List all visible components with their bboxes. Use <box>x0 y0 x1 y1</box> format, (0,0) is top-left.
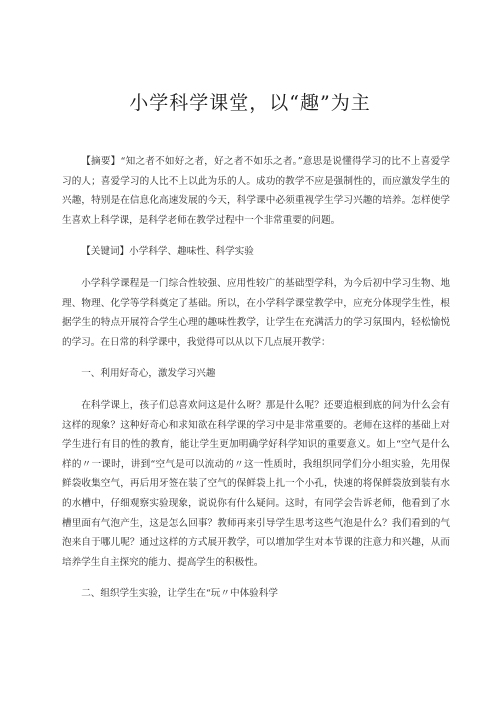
intro-paragraph: 小学科学课程是一门综合性较强、应用性较广的基础型学科，为今后初中学习生物、地理、物理、化学等学科奠定了基础。所以，在小学科学课堂教学中，应充分体现学生性，根据学生的特点开展符合学生心理的趣味性教学，让学生在充满活力的学习氛围内，轻松愉悦的学习。在日常的科学课中，我觉得可以从以下几点展开教学： <box>62 277 450 348</box>
section-1-paragraph: 在科学课上，孩子们总喜欢问这是什么呀？那是什么呢？还要追根到底的问为什么会有这样的现象？这种好奇心和求知欲在科学课的学习中是非常重要的。老师在这样的基础上对学生进行有目的性的教育，能让学生更加明确学好科学知识的重要意义。如上“空气是什么样的〃一课时，讲到“空气是可以流动的〃这一性质时，我组织同学们分小组实验，先用保鲜袋收集空气，再后用牙签在装了空气的保鲜袋上扎一个小孔，快速的将保鲜袋放到装有水的水槽中，仔细观察实验现象，说说你有什么疑问。这时，有同学会告诉老师，他看到了水槽里面有气泡产生，这是怎么回事？教师再来引导学生思考这些气泡是什么？我们看到的气泡来自于哪儿呢？通过这样的方式展开教学，可以增加学生对本节课的注意力和兴趣，从而培养学生自主探究的能力、提高学生的积极性。 <box>62 399 450 568</box>
abstract-paragraph: 【摘要】“知之者不如好之者，好之者不如乐之者。”意思是说懂得学习的比不上喜爱学习的人；喜爱学习的人比不上以此为乐的人。成功的教学不应是强制性的，而应激发学生的兴趣，特别是在信息化高速发展的今天，科学课中必须重视学生学习兴趣的培养。怎样使学生喜欢上科学课，是科学老师在教学过程中一个非常重要的问题。 <box>62 156 450 226</box>
document-title: 小学科学课堂，以“趣”为主 <box>129 92 371 114</box>
document-body <box>62 152 450 604</box>
section-1-heading: 一、利用好奇心，激发学习兴趣 <box>81 368 216 380</box>
section-2-heading: 二、组织学生实验，让学生在“玩〃中体验科学 <box>81 588 278 600</box>
keywords-line: 【关键词】小学科学、趣味性、科学实验 <box>81 246 254 258</box>
